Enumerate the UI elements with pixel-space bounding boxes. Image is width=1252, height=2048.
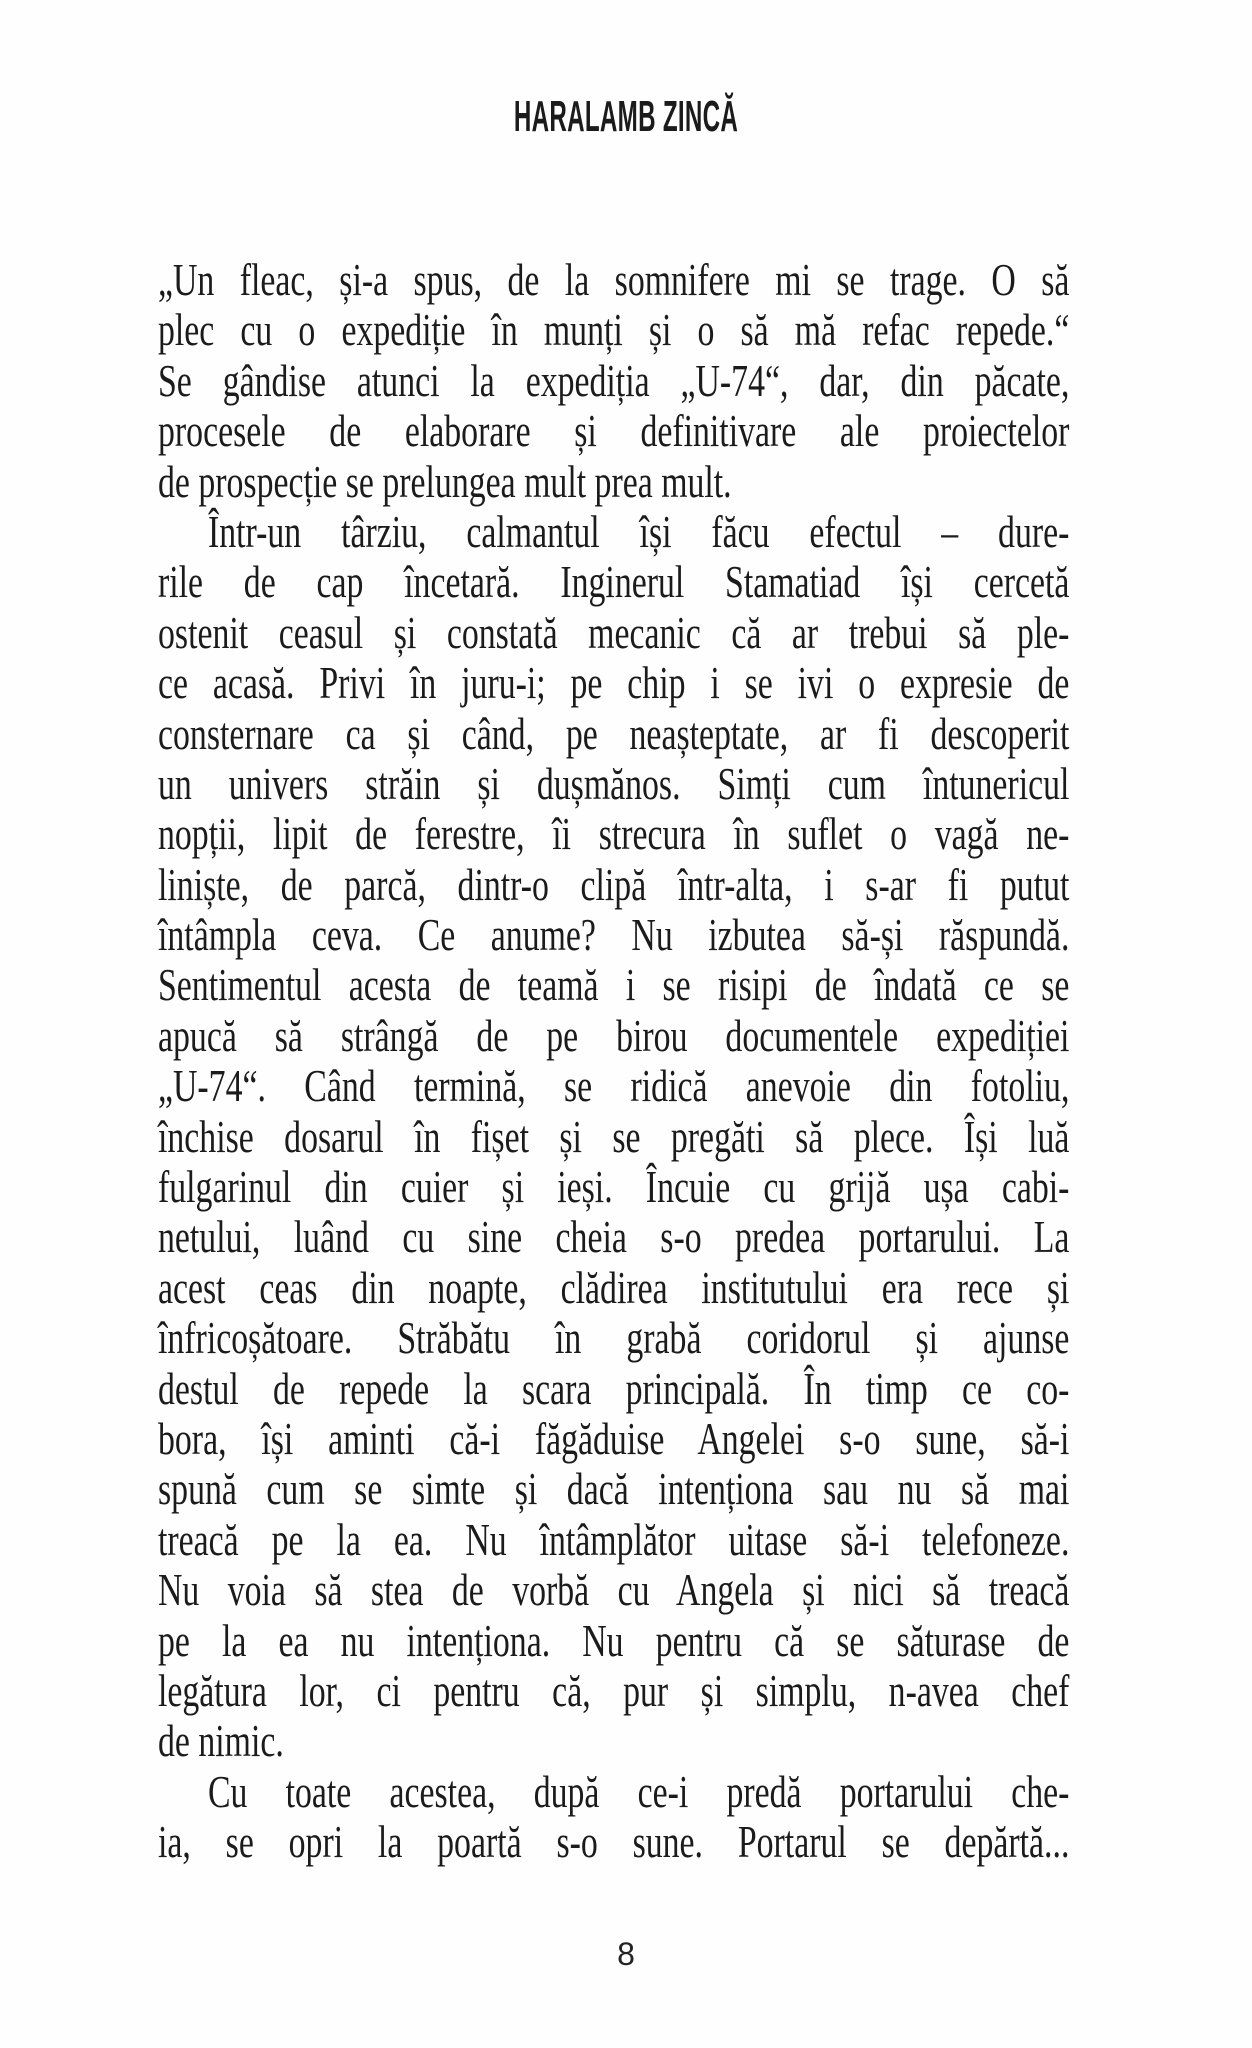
text-line: netului, luând cu sine cheia s-o predea portarului. La	[158, 1211, 1070, 1263]
page-number: 8	[617, 1936, 635, 1972]
text-line: înfricoșătoare. Străbătu în grabă coridorul și ajunse	[158, 1312, 1070, 1364]
text-line: consternare ca și când, pe neașteptate, ar fi descoperit	[158, 707, 1070, 759]
text-line: ia, se opri la poartă s-o sune. Portarul se depărtă...	[158, 1816, 1070, 1868]
text-line: de prospecție se prelungea mult prea mult.	[158, 455, 732, 507]
text-line: acest ceas din noapte, clădirea institutului era rece și	[158, 1261, 1070, 1313]
text-line: un univers străin și dușmănos. Simți cum întunericul	[158, 757, 1070, 809]
text-line: Cu toate acestea, după ce-i predă portarului che-	[207, 1765, 1070, 1817]
text-line: plec cu o expediție în munți și o să mă refac repede.“	[158, 304, 1070, 356]
text-line: ostenit ceasul și constată mecanic că ar trebui să ple-	[158, 606, 1070, 658]
text-line: Sentimentul acesta de teamă i se risipi de îndată ce se	[158, 959, 1070, 1011]
text-line: liniște, de parcă, dintr-o clipă într-alta, i s-ar fi putut	[158, 858, 1070, 910]
text-line: pe la ea nu intenționa. Nu pentru că se săturase de	[158, 1614, 1070, 1666]
text-line: bora, își aminti că-i făgăduise Angelei s-o sune, să-i	[158, 1412, 1070, 1464]
text-line: ce acasă. Privi în juru-i; pe chip i se ivi o expresie de	[158, 657, 1070, 709]
text-line: procesele de elaborare și definitivare ale proiectelor	[158, 405, 1070, 457]
text-line: întâmpla ceva. Ce anume? Nu izbutea să-și răspundă.	[158, 909, 1070, 961]
text-line: „U-74“. Când termină, se ridică anevoie din fotoliu,	[158, 1060, 1070, 1112]
text-line: apucă să strângă de pe birou documentele expediției	[158, 1009, 1070, 1061]
text-line: rile de cap încetară. Inginerul Stamatiad își cercetă	[158, 556, 1070, 608]
text-line: Se gândise atunci la expediția „U-74“, dar, din păcate,	[158, 354, 1070, 406]
text-line: închise dosarul în fișet și se pregăti să plece. Își luă	[158, 1110, 1070, 1162]
text-line: nopții, lipit de ferestre, îi strecura în suflet o vagă ne-	[158, 808, 1070, 860]
author-header: HARALAMB ZINCĂ	[513, 92, 739, 141]
body-text-block	[158, 255, 1069, 1868]
text-line: spună cum se simte și dacă intenționa sau nu să mai	[158, 1463, 1070, 1515]
text-line: Nu voia să stea de vorbă cu Angela și nici să treacă	[158, 1564, 1070, 1616]
text-line: Într-un târziu, calmantul își făcu efectul – dure-	[207, 505, 1070, 557]
text-line: treacă pe la ea. Nu întâmplător uitase să-i telefoneze.	[158, 1513, 1070, 1565]
text-line: destul de repede la scara principală. În timp ce co-	[158, 1362, 1070, 1414]
text-line: de nimic.	[158, 1715, 284, 1767]
text-line: fulgarinul din cuier și ieși. Încuie cu grijă ușa cabi-	[158, 1161, 1070, 1213]
text-line: legătura lor, ci pentru că, pur și simplu, n-avea chef	[158, 1664, 1070, 1716]
text-line: „Un fleac, și-a spus, de la somnifere mi se trage. O să	[158, 254, 1070, 305]
